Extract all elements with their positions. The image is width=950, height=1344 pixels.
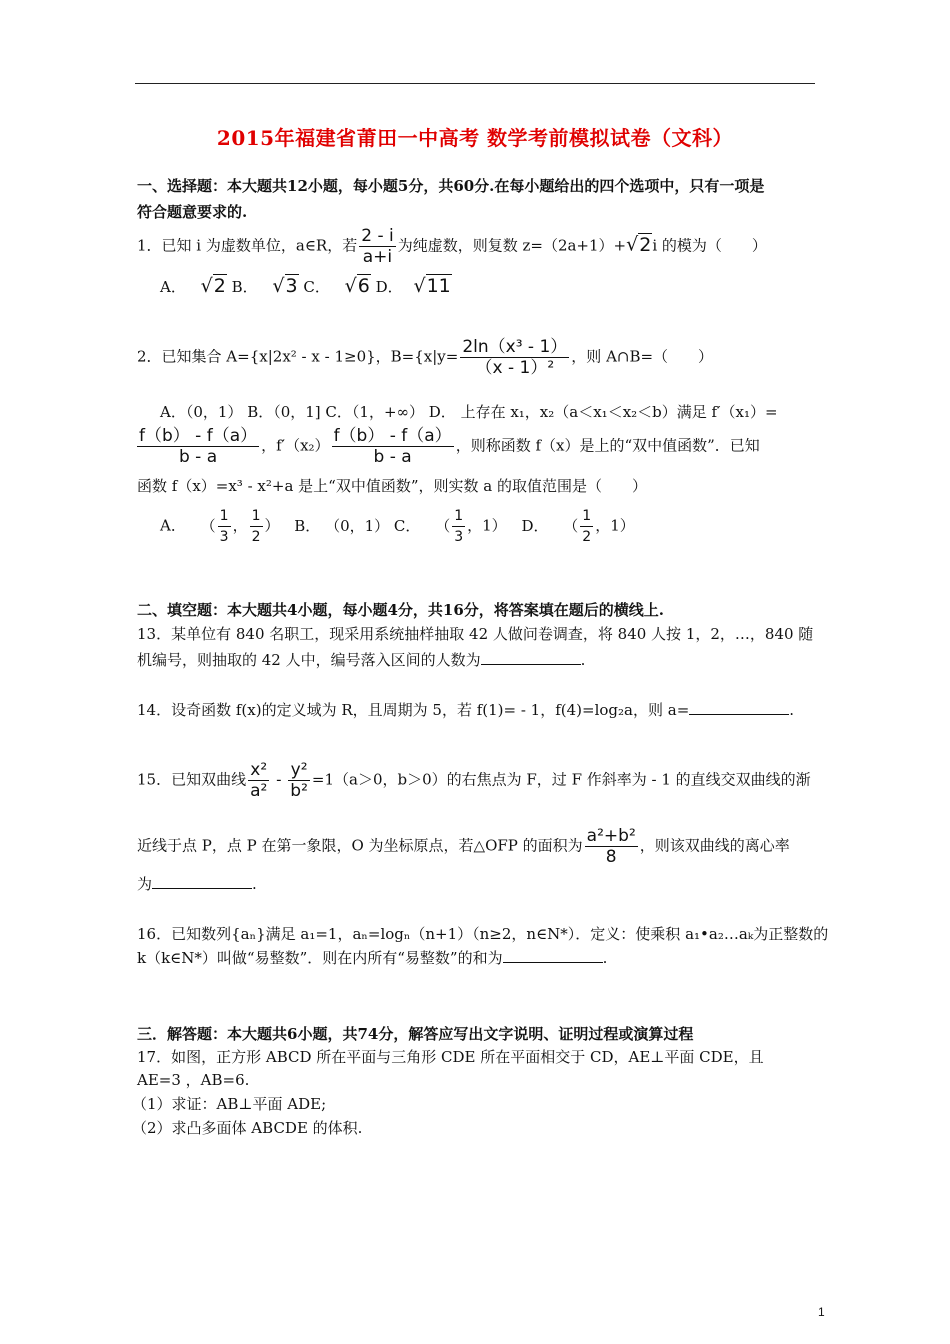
q17-line3: （1）求证：AB⊥平面 ADE; (132, 1095, 327, 1113)
q15-frac2-num: y² (288, 760, 310, 781)
q2-frac3 (332, 426, 454, 467)
q1-fraction (359, 226, 395, 267)
section-1-header-line2: 符合题意要求的. (137, 203, 248, 221)
header-rule (135, 83, 815, 84)
q2-frac2-den: b - a (178, 447, 218, 467)
q15-line1 (137, 760, 811, 801)
q1-opt-d: √11 (413, 275, 451, 297)
q15-line2-pre: 近线于点 P，点 P 在第一象限，O 为坐标原点，若△OFP 的面积为 (137, 836, 583, 855)
q2-fraction (460, 337, 569, 378)
q2-post: ，则 A∩B=（ ） (571, 347, 714, 366)
q2-opt-d-label: D． (521, 516, 549, 535)
q17-line1: 17．如图，正方形 ABCD 所在平面与三角形 CDE 所在平面相交于 CD，AE⊥平面 CDE，且 (137, 1048, 764, 1066)
q15-post: =1（a＞0，b＞0）的右焦点为 F，过 F 作斜率为 - 1 的直线交双曲线的渐 (311, 770, 811, 789)
q1-opt-a-val: 2 (213, 275, 226, 297)
question-2 (137, 337, 713, 378)
q1-opt-b-val: 3 (285, 275, 298, 297)
q15-frac2-den: b² (290, 781, 308, 801)
q1-pre: 1．已知 i 为虚数单位，a∈R，若 (137, 236, 358, 255)
q1-frac-num: 2 - i (361, 226, 394, 246)
document-title: 2015年福建省莆田一中高考 数学考前模拟试卷（文科） (216, 126, 734, 150)
q1-options (160, 276, 452, 297)
q2-frac2-num: f（b） - f（a） (139, 426, 258, 446)
q15-frac1 (248, 760, 269, 801)
page-number: 1 (818, 1305, 825, 1319)
q15-frac3-num: a²+b² (586, 826, 636, 846)
q15-line2 (137, 826, 790, 867)
q2-opt-b: B． （0，1） C． (294, 516, 421, 535)
q17-line2: AE=3 ，AB=6. (137, 1071, 250, 1089)
q15-pre: 15．已知双曲线 (137, 770, 247, 789)
q16-line1: 16．已知数列{aₙ}满足 a₁=1，aₙ=logₙ（n+1）（n≥2，n∈N*）．定义：使乘积 a₁•a₂…aₖ为正整数的 (137, 925, 829, 943)
section-3-header: 三．解答题：本大题共6小题，共74分，解答应写出文字说明、证明过程或演算过程 (137, 1025, 694, 1043)
q2-opt-c-den: 3 (454, 529, 464, 545)
q2-opt-a-num2: 1 (250, 506, 263, 527)
q1-opt-d-label: D． (375, 278, 403, 296)
q1-opt-b: √3 (272, 275, 298, 297)
q15-frac2 (288, 760, 310, 801)
q2-opt-a-den1: 3 (219, 529, 229, 545)
q16-answer-blank (503, 948, 603, 963)
q1-opt-c-label: C． (303, 278, 330, 296)
q1-post: i 的模为（ ） (652, 236, 767, 255)
q2-frac2 (137, 426, 259, 467)
q14-text: 14．设奇函数 f(x)的定义域为 R，且周期为 5，若 f(1)= - 1，f(4)=log₂a，则 a= (137, 701, 690, 719)
section-1-header-line1: 一、选择题：本大题共12小题，每小题5分，共60分.在每小题给出的四个选项中，只有一项是 (137, 177, 765, 195)
q15-frac3 (585, 826, 638, 867)
q1-opt-d-val: 11 (426, 275, 451, 297)
q13-line2: 机编号，则抽取的 42 人中，编号落入区间的人数为 . (137, 651, 586, 669)
question-1 (137, 226, 767, 267)
q1-opt-c-val: 6 (357, 275, 370, 297)
q2-answer-options: A． （ $\frac{1}{3}$ ， $\frac{1}{2}$ ） B． （0，1） C． （ $\frac{1}{3}$ ，1） D． （ $\frac{1}{2}$ ，1） (160, 508, 635, 545)
q2-frac-den: （x - 1）² (475, 358, 555, 378)
q2-pre: 2．已知集合 A={x|2x² - x - 1≥0}，B={x|y= (137, 347, 459, 366)
q2-frac3-den: b - a (373, 447, 412, 467)
q14: 14．设奇函数 f(x)的定义域为 R，且周期为 5，若 f(1)= - 1，f(4)=log₂a，则 a= . (137, 701, 795, 719)
q2-opt-a-num1: 1 (218, 506, 231, 527)
q1-opt-b-label: B． (231, 278, 258, 296)
q2-opt-a-frac1 (218, 506, 231, 547)
q17-line4: （2）求凸多面体 ABCDE 的体积. (132, 1119, 363, 1137)
q2-line3: 函数 f（x）=x³ - x²+a 是上“双中值函数”，则实数 a 的取值范围是（ ） (137, 477, 647, 495)
q2-opt-a-den2: 2 (251, 529, 261, 545)
q13-line1: 13．某单位有 840 名职工，现采用系统抽样抽取 42 人做问卷调查，将 840 人按 1，2，…，840 随 (137, 625, 814, 643)
q2-opt-a-frac2 (250, 506, 263, 547)
q2-options-line: A．（0，1） B．（0，1] C．（1，+∞） D． 上存在 x₁，x₂（a＜x₁＜x₂＜b）满足 f′（x₁）= (160, 403, 778, 421)
q2-frac-num: 2ln（x³ - 1） (462, 337, 568, 357)
q15-line3: 为 . (137, 875, 257, 893)
q1-opt-a: √2 (200, 275, 226, 297)
q15-frac1-num: x² (248, 760, 269, 781)
q2-mid2: ，f′（x₂） (261, 436, 330, 455)
q2-opt-d-frac (580, 506, 593, 547)
q15-line3-text: 为 (137, 875, 153, 893)
q15-minus: - (271, 770, 287, 789)
q1-opt-a-label: A． (160, 278, 186, 296)
q1-mid: 为纯虚数，则复数 z=（2a+1）+ (397, 236, 627, 255)
q15-answer-blank (152, 874, 252, 889)
q2-post2: ，则称函数 f（x）是上的“双中值函数”．已知 (455, 436, 760, 455)
q2-frac3-num: f（b） - f（a） (333, 426, 452, 446)
q2-opt-d-num: 1 (580, 506, 593, 527)
sqrt-symbol: √2 (626, 233, 652, 256)
q15-line2-post: ，则该双曲线的离心率 (639, 836, 790, 855)
q15-frac1-den: a² (250, 781, 268, 801)
q2-opt-c-num: 1 (452, 506, 465, 527)
q16-line2-text: k（k∈N*）叫做“易整数”．则在内所有“易整数”的和为 (137, 949, 503, 967)
q1-sqrt-val: 2 (639, 233, 652, 256)
q1-opt-c: √6 (344, 275, 370, 297)
q13-answer-blank (481, 650, 581, 665)
q14-answer-blank (689, 700, 789, 715)
q1-frac-den: a+i (362, 247, 393, 267)
q2-line2 (137, 426, 760, 467)
q13-text: 机编号，则抽取的 42 人中，编号落入区间的人数为 (137, 651, 481, 669)
section-2-header: 二、填空题：本大题共4小题，每小题4分，共16分，将答案填在题后的横线上. (137, 601, 664, 619)
q2-opt-c-frac (452, 506, 465, 547)
q2-opt-d-den: 2 (582, 529, 592, 545)
q16-line2: k（k∈N*）叫做“易整数”．则在内所有“易整数”的和为 . (137, 949, 608, 967)
q15-frac3-den: 8 (605, 847, 617, 867)
q2-opt-a-label: A． (160, 516, 186, 535)
